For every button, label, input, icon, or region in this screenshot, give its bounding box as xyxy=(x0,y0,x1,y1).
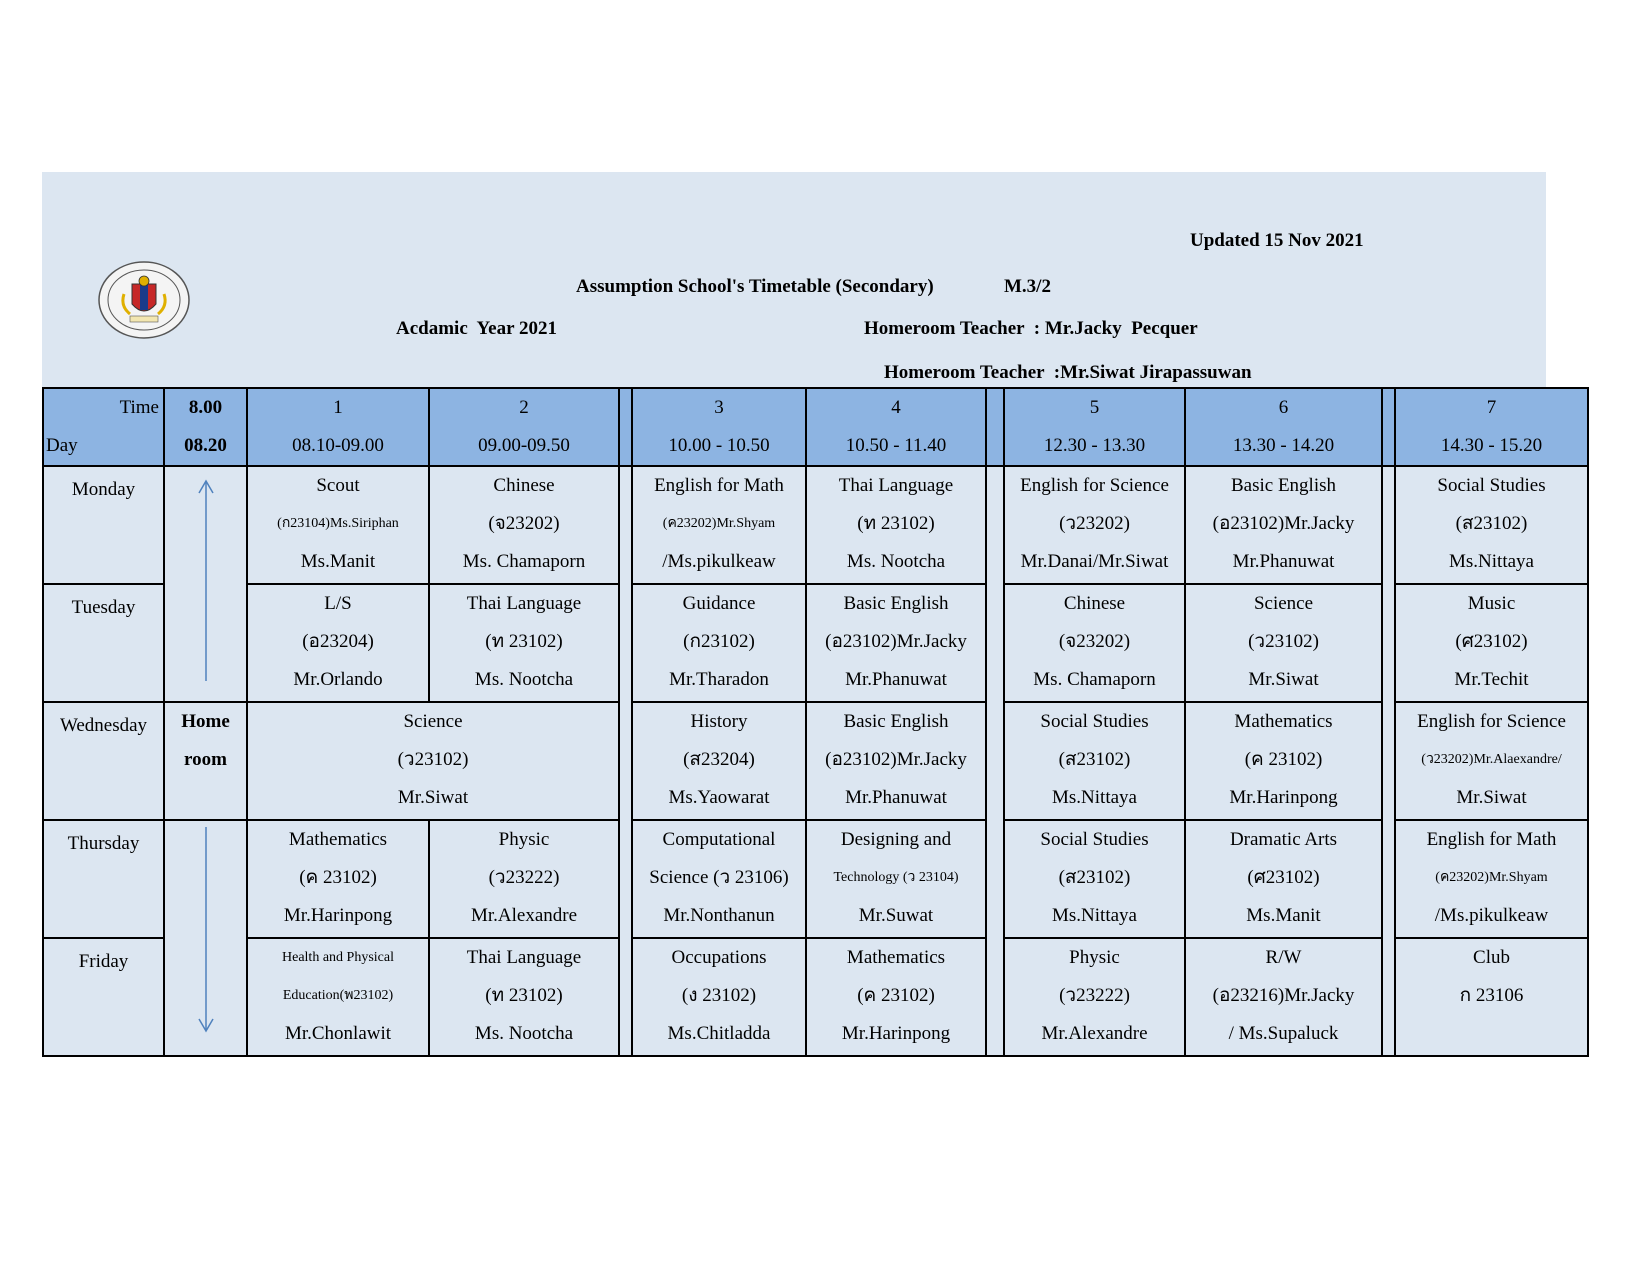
class-cell xyxy=(247,938,429,1056)
period-time: 10.00 - 10.50 xyxy=(668,435,770,456)
teacher: Ms.Manit xyxy=(1246,905,1321,926)
period-number: 1 xyxy=(333,397,343,418)
course-code: (ส23102) xyxy=(1058,749,1131,770)
teacher: Ms.Nittaya xyxy=(1052,905,1137,926)
class-cell xyxy=(429,584,619,702)
subject: Thai Language xyxy=(838,475,954,496)
teacher: Mr.Phanuwat xyxy=(845,787,947,808)
homeroom-arrow-down-cell xyxy=(164,820,247,1056)
teacher: Ms.Nittaya xyxy=(1052,787,1137,808)
subject: Social Studies xyxy=(1040,711,1149,732)
class-cell xyxy=(429,820,619,938)
course-code: (อ23204) xyxy=(302,631,374,652)
day-row-thursday xyxy=(43,820,1588,938)
subject: Computational xyxy=(662,829,776,850)
subject: Club xyxy=(1473,947,1510,968)
period-number: 4 xyxy=(891,397,901,418)
class-cell xyxy=(1004,820,1185,938)
homeroom-label-line-1: Home xyxy=(181,711,230,732)
class-cell xyxy=(247,584,429,702)
break-column-2 xyxy=(986,388,1004,466)
subject: Chinese xyxy=(1063,593,1126,614)
course-code: (อ23102)Mr.Jacky xyxy=(825,631,967,652)
teacher: Ms.Yaowarat xyxy=(668,787,770,808)
class-cell xyxy=(1185,584,1382,702)
course-code: (ค 23102) xyxy=(299,867,377,888)
break-column-3 xyxy=(1382,388,1395,466)
teacher: Mr.Chonlawit xyxy=(284,1023,392,1044)
subject: Social Studies xyxy=(1437,475,1546,496)
homeroom-start-time: 8.00 xyxy=(188,397,223,418)
homeroom-label-cell xyxy=(164,702,247,820)
homeroom-teacher-1: Homeroom Teacher : Mr.Jacky Pecquer xyxy=(864,318,1198,339)
teacher: Mr.Alexandre xyxy=(470,905,578,926)
class-cell xyxy=(632,584,806,702)
class-cell xyxy=(632,466,806,584)
course-code: (ว23102) xyxy=(397,749,469,770)
period-number: 3 xyxy=(714,397,724,418)
course-code: (ศ23102) xyxy=(1247,867,1320,888)
subject: Basic English xyxy=(843,711,949,732)
subject: History xyxy=(690,711,748,732)
course-code: (ส23102) xyxy=(1058,867,1131,888)
course-code: ก 23106 xyxy=(1459,985,1524,1006)
course-code: (ก23102) xyxy=(683,631,755,652)
teacher: /Ms.pikulkeaw xyxy=(1434,905,1549,926)
period-header-6 xyxy=(1185,388,1382,466)
course-code: (ค 23102) xyxy=(1244,749,1323,770)
subject: Guidance xyxy=(682,593,756,614)
timetable-grid xyxy=(42,387,1589,1057)
class-cell xyxy=(1185,702,1382,820)
homeroom-label-line-2: room xyxy=(184,749,227,770)
class-cell xyxy=(1004,466,1185,584)
teacher: Mr.Orlando xyxy=(293,669,383,690)
teacher: Ms.Chitladda xyxy=(667,1023,771,1044)
updated-date: Updated 15 Nov 2021 xyxy=(1190,230,1364,251)
subject: Health and Physical xyxy=(282,950,394,965)
period-time: 14.30 - 15.20 xyxy=(1440,435,1543,456)
subject: Thai Language xyxy=(466,593,582,614)
subject: Chinese xyxy=(493,475,555,496)
lunch-gap xyxy=(986,466,1004,1056)
period-header-4 xyxy=(806,388,986,466)
course-code: (ท 23102) xyxy=(857,513,935,534)
course-code: (ว23202) xyxy=(1059,513,1130,534)
teacher: Ms. Nootcha xyxy=(474,1023,574,1044)
period-time: 08.10-09.00 xyxy=(292,435,384,456)
period-number: 2 xyxy=(519,397,529,418)
teacher: /Ms.pikulkeaw xyxy=(662,551,776,572)
course-code: (ว23222) xyxy=(488,867,560,888)
subject: English for Science xyxy=(1020,475,1169,496)
subject: L/S xyxy=(324,593,352,614)
teacher: Mr.Siwat xyxy=(1248,669,1319,690)
subject: Physic xyxy=(498,829,550,850)
course-code: Technology (ว 23104) xyxy=(833,870,959,885)
class-cell xyxy=(1395,584,1588,702)
teacher: Mr.Danai/Mr.Siwat xyxy=(1020,551,1169,572)
homeroom-arrow-up-cell xyxy=(164,466,247,702)
teacher: Mr.Harinpong xyxy=(283,905,393,926)
teacher: / Ms.Supaluck xyxy=(1228,1023,1339,1044)
class-cell xyxy=(1004,938,1185,1056)
subject: Thai Language xyxy=(466,947,582,968)
course-code: Education(พ23102) xyxy=(282,988,394,1003)
class-cell xyxy=(806,702,986,820)
school-crest-logo xyxy=(96,260,192,340)
course-code: (ท 23102) xyxy=(485,631,563,652)
teacher: Ms. Chamaporn xyxy=(462,551,586,572)
teacher: Mr.Siwat xyxy=(397,787,469,808)
class-cell xyxy=(429,938,619,1056)
class-cell xyxy=(1185,820,1382,938)
class-cell xyxy=(1004,584,1185,702)
subject: Dramatic Arts xyxy=(1229,829,1338,850)
break-gap xyxy=(1382,466,1395,1056)
day-row-tuesday xyxy=(43,584,1588,702)
course-code: (ว23202)Mr.Alaexandre/ xyxy=(1421,752,1562,767)
course-code: (ท 23102) xyxy=(485,985,563,1006)
arrow-down-icon xyxy=(165,821,247,1049)
course-code: Science (ว 23106) xyxy=(649,867,789,888)
class-cell xyxy=(806,938,986,1056)
period-header-5 xyxy=(1004,388,1185,466)
subject: Designing and xyxy=(840,829,952,850)
class-cell xyxy=(806,820,986,938)
period-time: 09.00-09.50 xyxy=(478,435,570,456)
teacher: Ms. Nootcha xyxy=(474,669,574,690)
class-cell xyxy=(632,702,806,820)
period-number: 7 xyxy=(1486,397,1497,418)
course-code: (ส23102) xyxy=(1455,513,1528,534)
course-code: (อ23102)Mr.Jacky xyxy=(825,749,967,770)
day-name: Thursday xyxy=(43,820,164,938)
class-name: M.3/2 xyxy=(1004,276,1051,297)
course-code: (ศ23102) xyxy=(1455,631,1528,652)
course-code: (ค23202)Mr.Shyam xyxy=(1435,870,1548,885)
break-column-1 xyxy=(619,388,632,466)
subject: Music xyxy=(1467,593,1516,614)
subject: English for Science xyxy=(1417,711,1566,732)
class-cell xyxy=(1185,466,1382,584)
teacher: Mr.Alexandre xyxy=(1041,1023,1148,1044)
homeroom-period-header xyxy=(164,388,247,466)
day-name: Wednesday xyxy=(43,702,164,820)
period-time: 13.30 - 14.20 xyxy=(1232,435,1335,456)
class-cell xyxy=(429,466,619,584)
class-cell xyxy=(1395,938,1588,1056)
teacher: Ms. Nootcha xyxy=(846,551,946,572)
course-code: (จ23202) xyxy=(1058,631,1131,652)
course-code: (ค 23102) xyxy=(857,985,935,1006)
class-cell xyxy=(806,584,986,702)
class-cell xyxy=(1004,702,1185,820)
course-code: (ก23104)Ms.Siriphan xyxy=(277,516,399,531)
teacher: Mr.Siwat xyxy=(1456,787,1527,808)
teacher: Mr.Harinpong xyxy=(841,1023,951,1044)
class-cell-double xyxy=(247,702,619,820)
subject: R/W xyxy=(1265,947,1302,968)
subject: Social Studies xyxy=(1040,829,1149,850)
teacher: Mr.Techit xyxy=(1454,669,1529,690)
period-time: 10.50 - 11.40 xyxy=(845,435,947,456)
subject: Occupations xyxy=(671,947,767,968)
class-cell xyxy=(1185,938,1382,1056)
subject: Mathematics xyxy=(288,829,388,850)
teacher: Mr.Suwat xyxy=(858,905,934,926)
timetable-title: Assumption School's Timetable (Secondary) xyxy=(576,276,934,297)
class-cell xyxy=(632,820,806,938)
day-row-monday xyxy=(43,466,1588,584)
subject: Basic English xyxy=(1230,475,1337,496)
teacher: Mr.Tharadon xyxy=(669,669,769,690)
academic-year: Acdamic Year 2021 xyxy=(396,318,557,339)
period-header-7 xyxy=(1395,388,1588,466)
break-gap xyxy=(619,466,632,1056)
day-name: Monday xyxy=(43,466,164,584)
period-header-3 xyxy=(632,388,806,466)
course-code: (จ23202) xyxy=(488,513,560,534)
course-code: (ง 23102) xyxy=(681,985,757,1006)
homeroom-end-time: 08.20 xyxy=(184,435,227,456)
subject: Science xyxy=(1253,593,1314,614)
subject: Mathematics xyxy=(846,947,946,968)
teacher: Ms.Nittaya xyxy=(1449,551,1534,572)
subject: English for Math xyxy=(654,475,784,496)
period-time: 12.30 - 13.30 xyxy=(1043,435,1146,456)
teacher: Mr.Phanuwat xyxy=(1232,551,1335,572)
class-cell xyxy=(806,466,986,584)
course-code: (อ23102)Mr.Jacky xyxy=(1212,513,1355,534)
class-cell xyxy=(1395,702,1588,820)
time-label: Time xyxy=(119,397,159,418)
teacher: Mr.Phanuwat xyxy=(845,669,947,690)
course-code: (ว23222) xyxy=(1059,985,1130,1006)
course-code: (ว23102) xyxy=(1248,631,1319,652)
day-name: Friday xyxy=(43,938,164,1056)
header-row xyxy=(43,388,1588,466)
period-header-2 xyxy=(429,388,619,466)
arrow-up-icon xyxy=(165,467,247,695)
teacher: Ms.Manit xyxy=(300,551,376,572)
course-code: (ค23202)Mr.Shyam xyxy=(662,516,776,531)
subject: English for Math xyxy=(1426,829,1557,850)
day-label: Day xyxy=(46,435,78,456)
subject: Physic xyxy=(1069,947,1120,968)
subject: Basic English xyxy=(843,593,949,614)
course-code: (อ23216)Mr.Jacky xyxy=(1212,985,1355,1006)
homeroom-teacher-2: Homeroom Teacher :Mr.Siwat Jirapassuwan xyxy=(884,362,1252,383)
class-cell xyxy=(1395,820,1588,938)
period-number: 6 xyxy=(1278,397,1289,418)
day-name: Tuesday xyxy=(43,584,164,702)
subject: Scout xyxy=(316,475,360,496)
corner-cell xyxy=(43,388,164,466)
period-header-1 xyxy=(247,388,429,466)
teacher: Mr.Nonthanun xyxy=(663,905,775,926)
day-row-wednesday xyxy=(43,702,1588,820)
class-cell xyxy=(1395,466,1588,584)
course-code: (ส23204) xyxy=(683,749,755,770)
teacher: Mr.Harinpong xyxy=(1229,787,1338,808)
day-row-friday xyxy=(43,938,1588,1056)
subject: Science xyxy=(403,711,463,732)
class-cell xyxy=(632,938,806,1056)
class-cell xyxy=(247,820,429,938)
period-number: 5 xyxy=(1089,397,1100,418)
teacher: Ms. Chamaporn xyxy=(1033,669,1156,690)
subject: Mathematics xyxy=(1234,711,1333,732)
class-cell xyxy=(247,466,429,584)
